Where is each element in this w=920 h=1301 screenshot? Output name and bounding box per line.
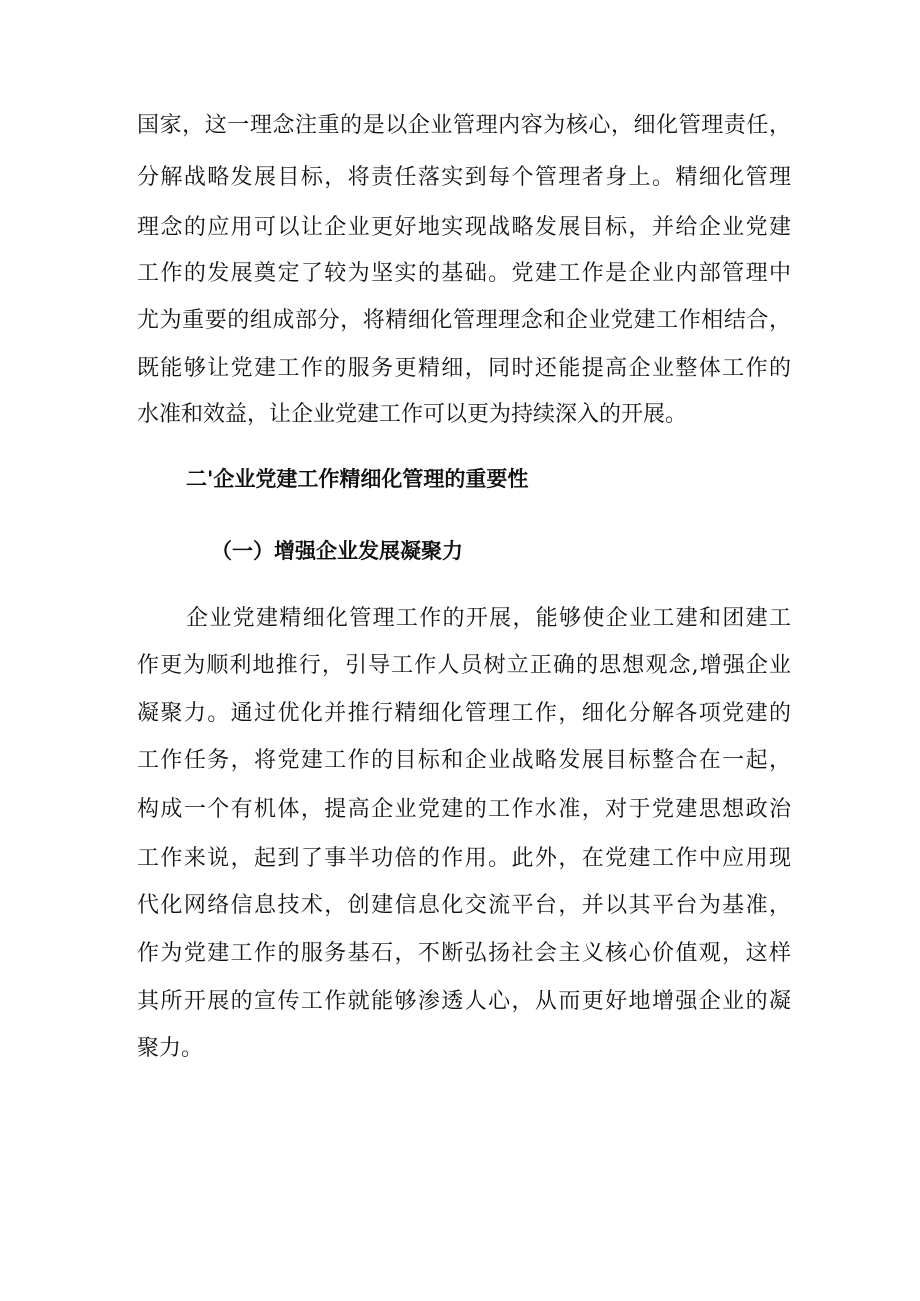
paragraph-line: 凝聚力。通过优化并推行精细化管理工作，细化分解各项党建的 — [137, 701, 791, 726]
paragraph-line: 工作任务，将党建工作的目标和企业战略发展目标整合在一起， — [137, 748, 791, 773]
subsection-heading: （一）增强企业发展凝聚力 — [211, 539, 463, 563]
paragraph-line: 水准和效益，让企业党建工作可以更为持续深入的开展。 — [137, 402, 688, 427]
paragraph-line: 作为党建工作的服务基石，不断弘扬社会主义核心价值观，这样 — [137, 941, 791, 966]
paragraph-line: 聚力。 — [137, 1036, 204, 1061]
paragraph-line: 工作的发展奠定了较为坚实的基础。党建工作是企业内部管理中 — [137, 261, 791, 286]
paragraph-line: 其所开展的宣传工作就能够渗透人心，从而更好地增强企业的凝 — [137, 989, 791, 1014]
paragraph-line: 国家，这一理念注重的是以企业管理内容为核心，细化管理责任， — [137, 113, 791, 138]
paragraph-line: 工作来说，起到了事半功倍的作用。此外，在党建工作中应用现 — [137, 846, 791, 871]
paragraph-line: 尤为重要的组成部分，将精细化管理理念和企业党建工作相结合， — [137, 308, 791, 333]
paragraph-line: 分解战略发展目标，将责任落实到每个管理者身上。精细化管理 — [137, 165, 791, 190]
paragraph-line: 作更为顺利地推行，引导工作人员树立正确的思想观念,增强企业 — [137, 653, 791, 678]
paragraph-line: 企业党建精细化管理工作的开展，能够使企业工建和团建工 — [186, 606, 791, 631]
paragraph-line: 代化网络信息技术，创建信息化交流平台，并以其平台为基准， — [137, 893, 791, 918]
paragraph-line: 构成一个有机体，提高企业党建的工作水准，对于党建思想政治 — [137, 797, 791, 822]
paragraph-line: 既能够让党建工作的服务更精细，同时还能提高企业整体工作的 — [137, 356, 791, 381]
section-heading: 二'企业党建工作精细化管理的重要性 — [186, 467, 529, 491]
paragraph-line: 理念的应用可以让企业更好地实现战略发展目标，并给企业党建 — [137, 215, 791, 240]
